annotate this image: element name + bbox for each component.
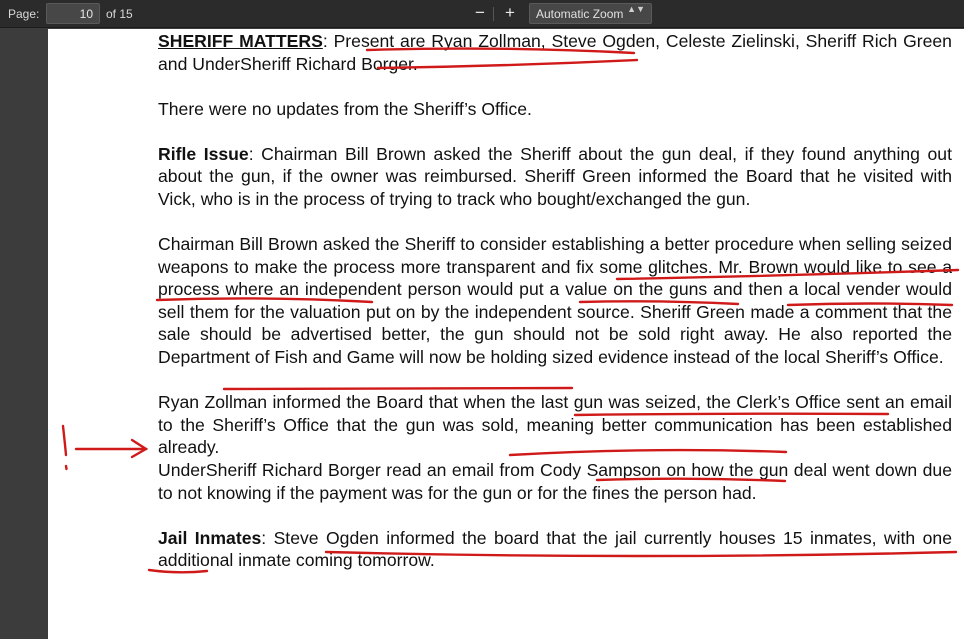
zoom-select-value: Automatic Zoom <box>536 7 624 21</box>
pdf-toolbar <box>0 0 964 28</box>
paragraph-borger: UnderSheriff Richard Borger read an email from Cody Sampson on how the gun deal went down due to not knowing if the payment was for the gun or for the fines the person had. <box>158 459 952 503</box>
page-number-input[interactable] <box>46 3 100 24</box>
zoom-select[interactable] <box>529 3 652 24</box>
viewer-gutter <box>0 29 48 639</box>
jail-inmates-text: : Steve Ogden informed the board that the jail currently houses 15 inmates, with one additional inmate coming tomorrow. <box>158 527 952 571</box>
paragraph-no-updates: There were no updates from the Sheriff’s Office. <box>158 98 532 119</box>
heading-rifle-issue: Rifle Issue <box>158 143 249 164</box>
zoom-in-button[interactable]: + <box>505 3 515 22</box>
page-label: Page: <box>8 7 40 21</box>
pdf-page <box>48 29 964 639</box>
paragraph-rifle-issue <box>158 143 952 211</box>
rifle-issue-text: : Chairman Bill Brown asked the Sheriff about the gun deal, if they found anything out about the gun, if the owner was reimbursed. Sheriff Green informed the Board that he visited with Vick, who is in the process of trying to track who bought/exchanged the gun. <box>158 143 952 209</box>
paragraph-sheriff-matters <box>158 30 952 75</box>
zoom-out-button[interactable]: − <box>475 3 485 22</box>
heading-jail-inmates: Jail Inmates <box>158 527 262 548</box>
paragraph-jail-inmates <box>158 527 952 572</box>
toolbar-separator <box>493 7 494 21</box>
heading-sheriff-matters: SHERIFF MATTERS <box>158 31 323 51</box>
page-text <box>158 30 952 572</box>
page-count: of 15 <box>106 7 133 21</box>
sheriff-present-text: Present are Ryan Zollman, Steve Ogden, Celeste Zielinski, Sheriff Rich Green and UnderSheriff Richard Borger. <box>158 31 952 74</box>
chevron-up-down-icon: ▲▼ <box>627 4 645 14</box>
paragraph-procedure: Chairman Bill Brown asked the Sheriff to consider establishing a better procedure when selling seized weapons to make the process more transparent and fix some glitches. Mr. Brown would like to see a process where an independent person would put a value on the guns and then a local vender would sell them for the valuation put on by the independent source. Sheriff Green made a comment that the sale should be advertised better, the gun should not be sold right away. He also reported the Department of Fish and Game will now be holding sized evidence instead of the local Sheriff’s Office. <box>158 234 952 368</box>
paragraph-zollman: Ryan Zollman informed the Board that when the last gun was seized, the Clerk’s Office sent an email to the Sheriff’s Office that the gun was sold, meaning better communication has been established already. <box>158 392 952 458</box>
heading-colon: : <box>322 31 334 51</box>
